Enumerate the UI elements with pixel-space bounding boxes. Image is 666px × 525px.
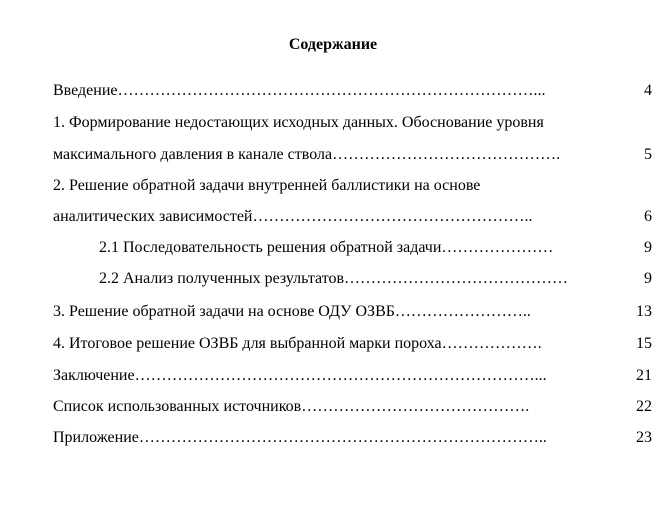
toc-entry-page: 9	[644, 270, 652, 287]
toc-entry-page: 15	[636, 335, 652, 352]
toc-entry-section-2-line-2	[53, 205, 652, 229]
toc-entry-text: Введение……………………………………………………………………...	[53, 82, 546, 99]
toc-entry-page: 21	[636, 367, 652, 384]
toc-entry-section-4	[53, 332, 652, 356]
toc-entry-text: Заключение…………………………………………………………………...	[53, 367, 547, 384]
toc-entry-section-2-2	[53, 267, 652, 291]
toc-entry-text: 2.2 Анализ полученных результатов……………………………………	[99, 270, 569, 287]
toc-entry-text: 2.1 Последовательность решения обратной задачи…………………	[99, 239, 554, 256]
toc-entry-references	[53, 395, 652, 419]
toc-title: Содержание	[288, 36, 378, 53]
toc-entry-page: 9	[644, 239, 652, 256]
toc-entry-section-2-1	[53, 236, 652, 260]
toc-entry-appendix	[53, 426, 652, 450]
toc-entry-page: 6	[644, 208, 652, 225]
toc-entry-page: 5	[644, 146, 652, 163]
toc-entry-text: аналитических зависимостей……………………………………………..	[53, 208, 533, 225]
toc-entry-text: Список использованных источников…………………………………….	[53, 398, 530, 415]
toc-entry-page: 13	[636, 303, 652, 320]
toc-entry-page: 23	[636, 429, 652, 446]
toc-entry-text: 2. Решение обратной задачи внутренней баллистики на основе	[53, 177, 481, 194]
toc-entry-conclusion	[53, 364, 652, 388]
toc-entry-text: 3. Решение обратной задачи на основе ОДУ ОЗВБ……………………..	[53, 303, 531, 320]
toc-entry-text: 4. Итоговое решение ОЗВБ для выбранной марки пороха……………….	[53, 335, 542, 352]
toc-entry-page: 22	[636, 398, 652, 415]
toc-entry-section-2-line-1	[53, 174, 652, 198]
toc-entry-text: Приложение…………………………………………………………………..	[53, 429, 547, 446]
toc-entry-page: 4	[644, 82, 652, 99]
toc-entry-introduction	[53, 79, 652, 103]
toc-entry-section-1-line-2	[53, 143, 652, 167]
toc-entry-text: максимального давления в канале ствола…………………………………….	[53, 146, 561, 163]
toc-entry-text: 1. Формирование недостающих исходных данных. Обоснование уровня	[53, 114, 544, 131]
toc-entry-section-1-line-1	[53, 111, 652, 135]
toc-entry-section-3	[53, 300, 652, 324]
